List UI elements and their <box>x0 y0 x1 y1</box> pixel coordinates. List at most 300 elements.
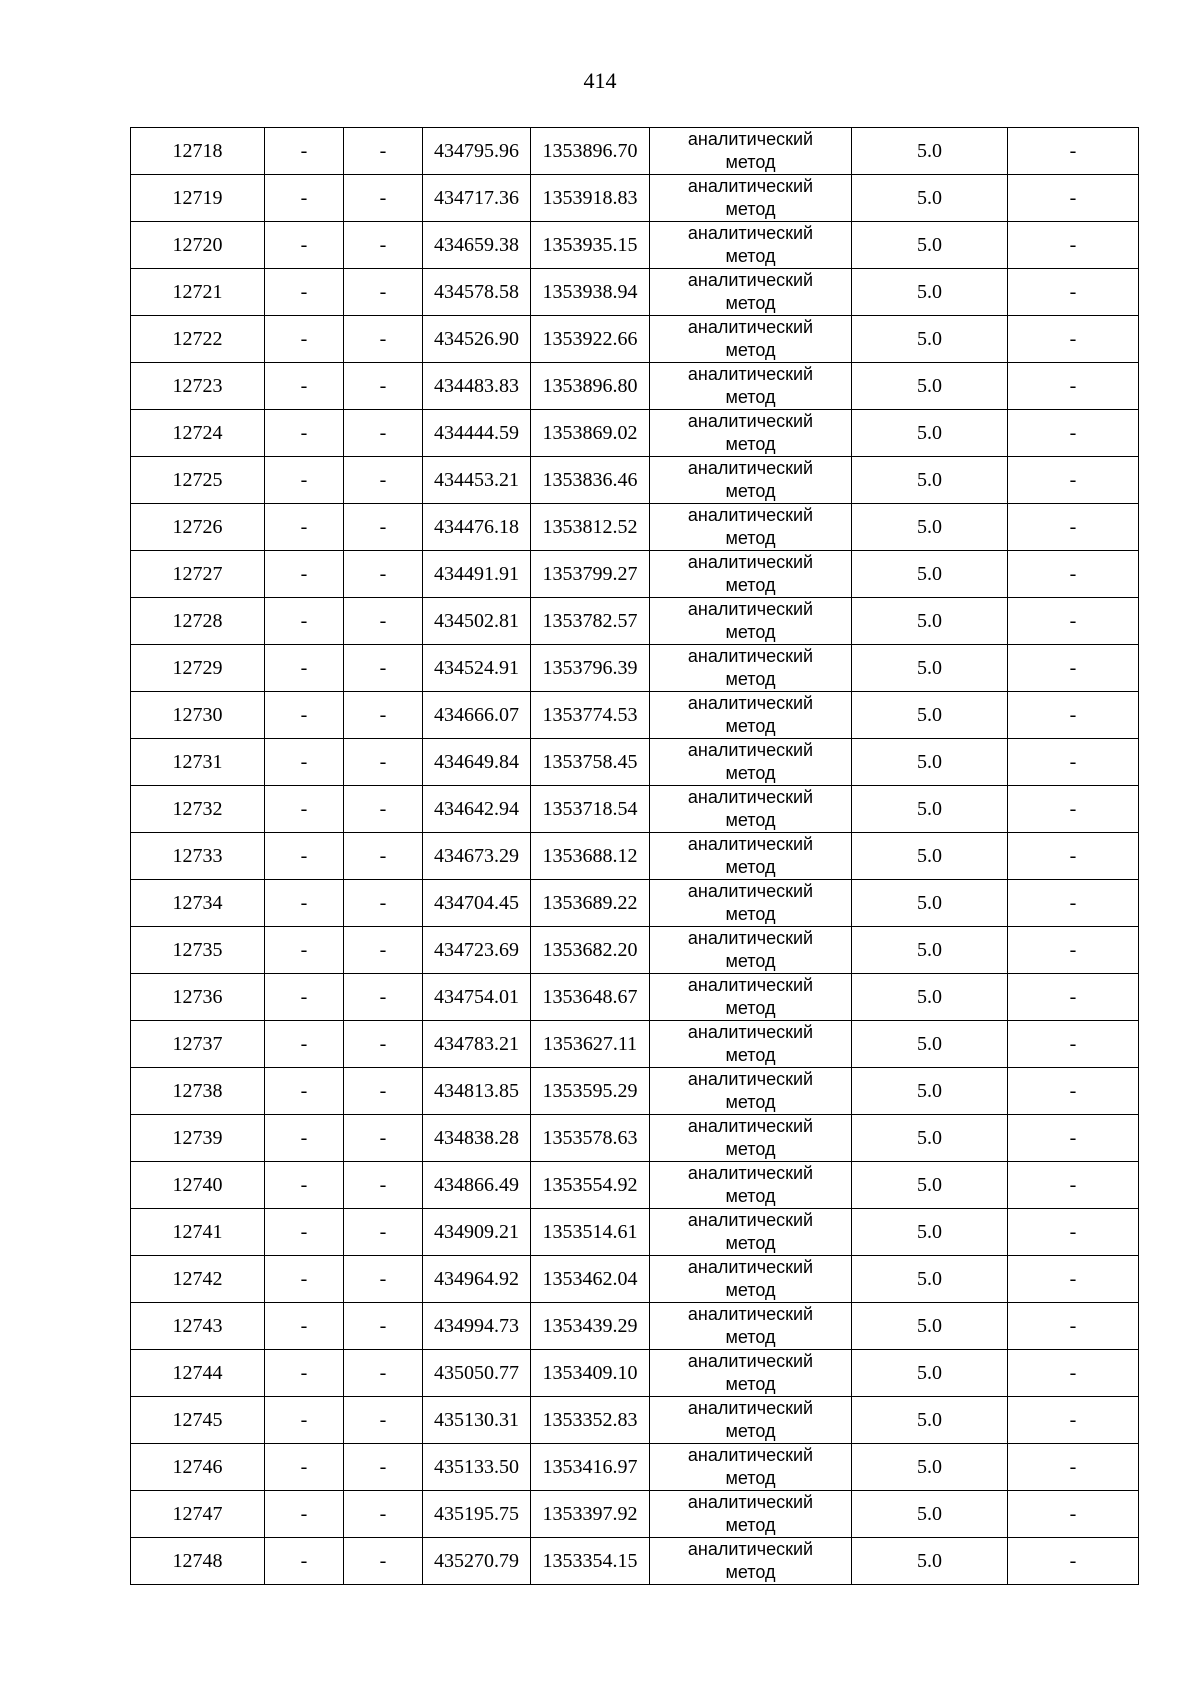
empty-dash-cell: - <box>344 1444 423 1491</box>
point-number-cell: 12728 <box>131 598 265 645</box>
y-coordinate-cell: 1353688.12 <box>531 833 650 880</box>
accuracy-cell: 5.0 <box>852 1068 1008 1115</box>
accuracy-cell: 5.0 <box>852 128 1008 175</box>
method-line-2: метод <box>725 481 776 501</box>
method-line-1: аналитический <box>687 1069 814 1089</box>
method-line-2: метод <box>725 1233 776 1253</box>
method-line-1: аналитический <box>687 834 814 854</box>
method-line-2: метод <box>725 998 776 1018</box>
accuracy-cell: 5.0 <box>852 645 1008 692</box>
empty-dash-cell: - <box>344 1115 423 1162</box>
point-number-cell: 12742 <box>131 1256 265 1303</box>
x-coordinate-cell: 434838.28 <box>423 1115 531 1162</box>
table-row <box>131 457 1139 504</box>
y-coordinate-cell: 1353922.66 <box>531 316 650 363</box>
accuracy-cell: 5.0 <box>852 1397 1008 1444</box>
y-coordinate-cell: 1353439.29 <box>531 1303 650 1350</box>
empty-dash-cell: - <box>265 222 344 269</box>
method-line-2: метод <box>725 528 776 548</box>
empty-dash-cell: - <box>265 1256 344 1303</box>
method-line-1: аналитический <box>687 1445 814 1465</box>
accuracy-cell: 5.0 <box>852 363 1008 410</box>
accuracy-cell: 5.0 <box>852 833 1008 880</box>
empty-dash-cell: - <box>344 739 423 786</box>
table-row <box>131 1256 1139 1303</box>
table-row <box>131 504 1139 551</box>
empty-dash-cell: - <box>265 504 344 551</box>
accuracy-cell: 5.0 <box>852 316 1008 363</box>
method-line-2: метод <box>725 669 776 689</box>
method-cell <box>650 1491 852 1538</box>
point-number-cell: 12722 <box>131 316 265 363</box>
y-coordinate-cell: 1353514.61 <box>531 1209 650 1256</box>
coordinates-table <box>130 127 1139 1585</box>
accuracy-cell: 5.0 <box>852 551 1008 598</box>
method-line-2: метод <box>725 904 776 924</box>
accuracy-cell: 5.0 <box>852 739 1008 786</box>
table-row <box>131 833 1139 880</box>
x-coordinate-cell: 434994.73 <box>423 1303 531 1350</box>
accuracy-cell: 5.0 <box>852 269 1008 316</box>
note-cell: - <box>1008 1162 1139 1209</box>
accuracy-cell: 5.0 <box>852 786 1008 833</box>
empty-dash-cell: - <box>344 1068 423 1115</box>
note-cell: - <box>1008 880 1139 927</box>
method-line-2: метод <box>725 387 776 407</box>
table-row <box>131 692 1139 739</box>
note-cell: - <box>1008 1303 1139 1350</box>
point-number-cell: 12720 <box>131 222 265 269</box>
empty-dash-cell: - <box>265 598 344 645</box>
empty-dash-cell: - <box>265 1350 344 1397</box>
method-line-1: аналитический <box>687 740 814 760</box>
method-line-2: метод <box>725 152 776 172</box>
method-line-2: метод <box>725 857 776 877</box>
empty-dash-cell: - <box>265 692 344 739</box>
table-row <box>131 1397 1139 1444</box>
method-line-1: аналитический <box>687 1492 814 1512</box>
note-cell: - <box>1008 1444 1139 1491</box>
method-cell <box>650 1068 852 1115</box>
method-line-2: метод <box>725 1139 776 1159</box>
page-number: 414 <box>583 68 617 93</box>
point-number-cell: 12730 <box>131 692 265 739</box>
point-number-cell: 12729 <box>131 645 265 692</box>
method-line-1: аналитический <box>687 928 814 948</box>
point-number-cell: 12746 <box>131 1444 265 1491</box>
x-coordinate-cell: 435050.77 <box>423 1350 531 1397</box>
empty-dash-cell: - <box>344 880 423 927</box>
y-coordinate-cell: 1353409.10 <box>531 1350 650 1397</box>
accuracy-cell: 5.0 <box>852 1162 1008 1209</box>
empty-dash-cell: - <box>344 692 423 739</box>
method-line-1: аналитический <box>687 1539 814 1559</box>
method-line-2: метод <box>725 1280 776 1300</box>
empty-dash-cell: - <box>344 786 423 833</box>
note-cell: - <box>1008 645 1139 692</box>
point-number-cell: 12748 <box>131 1538 265 1585</box>
point-number-cell: 12740 <box>131 1162 265 1209</box>
point-number-cell: 12723 <box>131 363 265 410</box>
empty-dash-cell: - <box>344 598 423 645</box>
note-cell: - <box>1008 363 1139 410</box>
note-cell: - <box>1008 551 1139 598</box>
empty-dash-cell: - <box>265 739 344 786</box>
y-coordinate-cell: 1353627.11 <box>531 1021 650 1068</box>
table-row <box>131 1209 1139 1256</box>
point-number-cell: 12731 <box>131 739 265 786</box>
x-coordinate-cell: 434453.21 <box>423 457 531 504</box>
x-coordinate-cell: 434483.83 <box>423 363 531 410</box>
method-cell <box>650 1209 852 1256</box>
empty-dash-cell: - <box>344 316 423 363</box>
empty-dash-cell: - <box>344 363 423 410</box>
empty-dash-cell: - <box>265 128 344 175</box>
y-coordinate-cell: 1353648.67 <box>531 974 650 1021</box>
method-line-1: аналитический <box>687 411 814 431</box>
method-cell <box>650 786 852 833</box>
y-coordinate-cell: 1353689.22 <box>531 880 650 927</box>
note-cell: - <box>1008 175 1139 222</box>
x-coordinate-cell: 435270.79 <box>423 1538 531 1585</box>
method-cell <box>650 1115 852 1162</box>
accuracy-cell: 5.0 <box>852 410 1008 457</box>
empty-dash-cell: - <box>265 1538 344 1585</box>
method-cell <box>650 833 852 880</box>
table-row <box>131 1162 1139 1209</box>
method-line-1: аналитический <box>687 1210 814 1230</box>
method-cell <box>650 927 852 974</box>
method-cell <box>650 1444 852 1491</box>
x-coordinate-cell: 434526.90 <box>423 316 531 363</box>
point-number-cell: 12743 <box>131 1303 265 1350</box>
method-line-2: метод <box>725 1374 776 1394</box>
accuracy-cell: 5.0 <box>852 1256 1008 1303</box>
point-number-cell: 12738 <box>131 1068 265 1115</box>
x-coordinate-cell: 434717.36 <box>423 175 531 222</box>
empty-dash-cell: - <box>265 880 344 927</box>
y-coordinate-cell: 1353796.39 <box>531 645 650 692</box>
point-number-cell: 12718 <box>131 128 265 175</box>
note-cell: - <box>1008 1068 1139 1115</box>
x-coordinate-cell: 435130.31 <box>423 1397 531 1444</box>
point-number-cell: 12737 <box>131 1021 265 1068</box>
method-cell <box>650 363 852 410</box>
method-line-1: аналитический <box>687 552 814 572</box>
table-row <box>131 598 1139 645</box>
point-number-cell: 12741 <box>131 1209 265 1256</box>
method-cell <box>650 1538 852 1585</box>
method-line-1: аналитический <box>687 1398 814 1418</box>
method-cell <box>650 1162 852 1209</box>
method-line-1: аналитический <box>687 317 814 337</box>
method-line-1: аналитический <box>687 1116 814 1136</box>
method-line-2: метод <box>725 1045 776 1065</box>
note-cell: - <box>1008 1538 1139 1585</box>
y-coordinate-cell: 1353554.92 <box>531 1162 650 1209</box>
x-coordinate-cell: 434444.59 <box>423 410 531 457</box>
method-line-2: метод <box>725 246 776 266</box>
empty-dash-cell: - <box>344 1538 423 1585</box>
method-line-2: метод <box>725 1515 776 1535</box>
empty-dash-cell: - <box>265 1491 344 1538</box>
empty-dash-cell: - <box>265 1397 344 1444</box>
note-cell: - <box>1008 598 1139 645</box>
note-cell: - <box>1008 316 1139 363</box>
empty-dash-cell: - <box>265 1162 344 1209</box>
method-line-1: аналитический <box>687 787 814 807</box>
point-number-cell: 12734 <box>131 880 265 927</box>
empty-dash-cell: - <box>344 222 423 269</box>
y-coordinate-cell: 1353682.20 <box>531 927 650 974</box>
method-cell <box>650 1350 852 1397</box>
x-coordinate-cell: 434964.92 <box>423 1256 531 1303</box>
empty-dash-cell: - <box>344 410 423 457</box>
empty-dash-cell: - <box>265 175 344 222</box>
method-cell <box>650 692 852 739</box>
note-cell: - <box>1008 1491 1139 1538</box>
y-coordinate-cell: 1353836.46 <box>531 457 650 504</box>
table-row <box>131 1350 1139 1397</box>
note-cell: - <box>1008 457 1139 504</box>
method-line-1: аналитический <box>687 1257 814 1277</box>
method-line-1: аналитический <box>687 646 814 666</box>
empty-dash-cell: - <box>344 1303 423 1350</box>
point-number-cell: 12727 <box>131 551 265 598</box>
method-cell <box>650 1303 852 1350</box>
note-cell: - <box>1008 410 1139 457</box>
point-number-cell: 12739 <box>131 1115 265 1162</box>
point-number-cell: 12721 <box>131 269 265 316</box>
method-line-2: метод <box>725 199 776 219</box>
method-line-2: метод <box>725 1562 776 1582</box>
method-cell <box>650 1021 852 1068</box>
y-coordinate-cell: 1353352.83 <box>531 1397 650 1444</box>
y-coordinate-cell: 1353595.29 <box>531 1068 650 1115</box>
note-cell: - <box>1008 1021 1139 1068</box>
table-row <box>131 1444 1139 1491</box>
table-row <box>131 410 1139 457</box>
accuracy-cell: 5.0 <box>852 175 1008 222</box>
table-row <box>131 1115 1139 1162</box>
accuracy-cell: 5.0 <box>852 880 1008 927</box>
x-coordinate-cell: 434476.18 <box>423 504 531 551</box>
method-line-2: метод <box>725 622 776 642</box>
method-line-1: аналитический <box>687 505 814 525</box>
table-row <box>131 269 1139 316</box>
note-cell: - <box>1008 504 1139 551</box>
x-coordinate-cell: 434524.91 <box>423 645 531 692</box>
empty-dash-cell: - <box>344 1256 423 1303</box>
x-coordinate-cell: 434642.94 <box>423 786 531 833</box>
method-line-1: аналитический <box>687 458 814 478</box>
method-line-1: аналитический <box>687 1022 814 1042</box>
empty-dash-cell: - <box>344 269 423 316</box>
x-coordinate-cell: 434659.38 <box>423 222 531 269</box>
empty-dash-cell: - <box>344 1162 423 1209</box>
y-coordinate-cell: 1353918.83 <box>531 175 650 222</box>
note-cell: - <box>1008 927 1139 974</box>
accuracy-cell: 5.0 <box>852 457 1008 504</box>
y-coordinate-cell: 1353896.80 <box>531 363 650 410</box>
empty-dash-cell: - <box>265 645 344 692</box>
empty-dash-cell: - <box>344 927 423 974</box>
method-line-2: метод <box>725 1327 776 1347</box>
point-number-cell: 12726 <box>131 504 265 551</box>
x-coordinate-cell: 434666.07 <box>423 692 531 739</box>
empty-dash-cell: - <box>344 457 423 504</box>
method-line-1: аналитический <box>687 223 814 243</box>
method-line-2: метод <box>725 763 776 783</box>
empty-dash-cell: - <box>265 833 344 880</box>
method-line-1: аналитический <box>687 1351 814 1371</box>
y-coordinate-cell: 1353869.02 <box>531 410 650 457</box>
method-line-1: аналитический <box>687 176 814 196</box>
method-line-2: метод <box>725 434 776 454</box>
y-coordinate-cell: 1353354.15 <box>531 1538 650 1585</box>
note-cell: - <box>1008 269 1139 316</box>
y-coordinate-cell: 1353758.45 <box>531 739 650 786</box>
table-row <box>131 128 1139 175</box>
empty-dash-cell: - <box>344 974 423 1021</box>
table-row <box>131 1068 1139 1115</box>
empty-dash-cell: - <box>344 1491 423 1538</box>
note-cell: - <box>1008 128 1139 175</box>
x-coordinate-cell: 434673.29 <box>423 833 531 880</box>
method-line-2: метод <box>725 575 776 595</box>
accuracy-cell: 5.0 <box>852 598 1008 645</box>
method-line-2: метод <box>725 1468 776 1488</box>
method-cell <box>650 598 852 645</box>
empty-dash-cell: - <box>344 833 423 880</box>
note-cell: - <box>1008 692 1139 739</box>
x-coordinate-cell: 434754.01 <box>423 974 531 1021</box>
table-row <box>131 316 1139 363</box>
point-number-cell: 12733 <box>131 833 265 880</box>
point-number-cell: 12736 <box>131 974 265 1021</box>
empty-dash-cell: - <box>265 1021 344 1068</box>
table-row <box>131 739 1139 786</box>
empty-dash-cell: - <box>265 1068 344 1115</box>
method-line-2: метод <box>725 340 776 360</box>
method-cell <box>650 410 852 457</box>
table-row <box>131 1021 1139 1068</box>
y-coordinate-cell: 1353935.15 <box>531 222 650 269</box>
note-cell: - <box>1008 222 1139 269</box>
method-line-2: метод <box>725 1092 776 1112</box>
empty-dash-cell: - <box>344 1021 423 1068</box>
method-line-1: аналитический <box>687 975 814 995</box>
empty-dash-cell: - <box>344 551 423 598</box>
method-line-2: метод <box>725 1186 776 1206</box>
method-cell <box>650 551 852 598</box>
y-coordinate-cell: 1353896.70 <box>531 128 650 175</box>
point-number-cell: 12747 <box>131 1491 265 1538</box>
empty-dash-cell: - <box>265 1115 344 1162</box>
method-line-1: аналитический <box>687 270 814 290</box>
method-cell <box>650 645 852 692</box>
empty-dash-cell: - <box>265 269 344 316</box>
method-line-2: метод <box>725 810 776 830</box>
x-coordinate-cell: 434578.58 <box>423 269 531 316</box>
method-line-1: аналитический <box>687 129 814 149</box>
table-row <box>131 880 1139 927</box>
accuracy-cell: 5.0 <box>852 974 1008 1021</box>
method-cell <box>650 880 852 927</box>
accuracy-cell: 5.0 <box>852 1491 1008 1538</box>
note-cell: - <box>1008 1115 1139 1162</box>
empty-dash-cell: - <box>265 457 344 504</box>
empty-dash-cell: - <box>265 316 344 363</box>
method-line-1: аналитический <box>687 1304 814 1324</box>
empty-dash-cell: - <box>344 1397 423 1444</box>
empty-dash-cell: - <box>265 1444 344 1491</box>
method-line-1: аналитический <box>687 1163 814 1183</box>
x-coordinate-cell: 435133.50 <box>423 1444 531 1491</box>
y-coordinate-cell: 1353774.53 <box>531 692 650 739</box>
method-line-2: метод <box>725 293 776 313</box>
accuracy-cell: 5.0 <box>852 1209 1008 1256</box>
table-row <box>131 1303 1139 1350</box>
y-coordinate-cell: 1353782.57 <box>531 598 650 645</box>
empty-dash-cell: - <box>344 504 423 551</box>
accuracy-cell: 5.0 <box>852 1021 1008 1068</box>
note-cell: - <box>1008 786 1139 833</box>
note-cell: - <box>1008 1209 1139 1256</box>
method-cell <box>650 1256 852 1303</box>
empty-dash-cell: - <box>344 1350 423 1397</box>
empty-dash-cell: - <box>265 786 344 833</box>
method-cell <box>650 974 852 1021</box>
empty-dash-cell: - <box>265 410 344 457</box>
y-coordinate-cell: 1353416.97 <box>531 1444 650 1491</box>
method-cell <box>650 1397 852 1444</box>
method-cell <box>650 222 852 269</box>
note-cell: - <box>1008 833 1139 880</box>
accuracy-cell: 5.0 <box>852 1444 1008 1491</box>
method-cell <box>650 269 852 316</box>
x-coordinate-cell: 434909.21 <box>423 1209 531 1256</box>
x-coordinate-cell: 434783.21 <box>423 1021 531 1068</box>
empty-dash-cell: - <box>344 645 423 692</box>
y-coordinate-cell: 1353578.63 <box>531 1115 650 1162</box>
method-cell <box>650 739 852 786</box>
method-line-2: метод <box>725 951 776 971</box>
method-line-1: аналитический <box>687 881 814 901</box>
method-cell <box>650 128 852 175</box>
accuracy-cell: 5.0 <box>852 1538 1008 1585</box>
x-coordinate-cell: 434795.96 <box>423 128 531 175</box>
method-line-1: аналитический <box>687 364 814 384</box>
table-row <box>131 175 1139 222</box>
x-coordinate-cell: 434813.85 <box>423 1068 531 1115</box>
x-coordinate-cell: 434502.81 <box>423 598 531 645</box>
y-coordinate-cell: 1353938.94 <box>531 269 650 316</box>
point-number-cell: 12725 <box>131 457 265 504</box>
point-number-cell: 12744 <box>131 1350 265 1397</box>
method-cell <box>650 316 852 363</box>
accuracy-cell: 5.0 <box>852 1350 1008 1397</box>
note-cell: - <box>1008 974 1139 1021</box>
point-number-cell: 12719 <box>131 175 265 222</box>
table-row <box>131 645 1139 692</box>
accuracy-cell: 5.0 <box>852 222 1008 269</box>
x-coordinate-cell: 434723.69 <box>423 927 531 974</box>
note-cell: - <box>1008 1256 1139 1303</box>
y-coordinate-cell: 1353397.92 <box>531 1491 650 1538</box>
x-coordinate-cell: 435195.75 <box>423 1491 531 1538</box>
accuracy-cell: 5.0 <box>852 692 1008 739</box>
